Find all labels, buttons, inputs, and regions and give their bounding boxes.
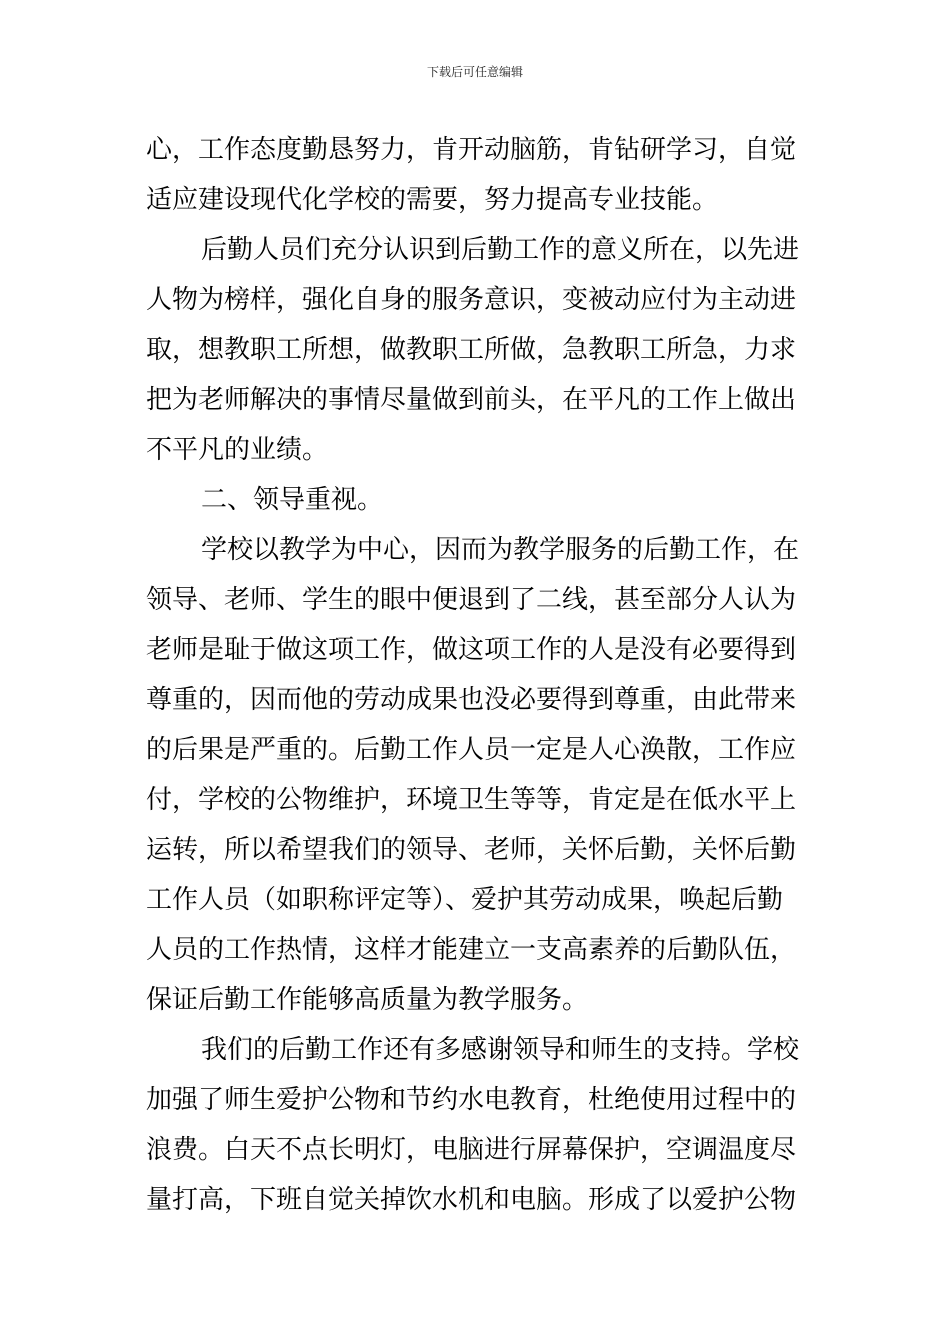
text-line: 保证后勤工作能够高质量为教学服务。 <box>146 985 589 1015</box>
text-line: 心，工作态度勤恳努力，肯开动脑筋，肯钻研学习，自觉 <box>146 135 797 165</box>
text-line: 加强了师生爱护公物和节约水电教育，杜绝使用过程中的 <box>146 1085 797 1115</box>
page-header: 下载后可任意编辑 <box>426 65 523 79</box>
text-line: 的后果是严重的。后勤工作人员一定是人心涣散，工作应 <box>146 735 797 765</box>
text-line: 工作人员（如职称评定等）、爱护其劳动成果，唤起后勤 <box>146 885 784 915</box>
text-line: 学校以教学为中心，因而为教学服务的后勤工作，在 <box>201 535 800 565</box>
text-line: 取，想教职工所想，做教职工所做，急教职工所急，力求 <box>146 335 797 365</box>
text-line: 人物为榜样，强化自身的服务意识，变被动应付为主动进 <box>146 285 797 315</box>
text-line: 二、领导重视。 <box>201 485 384 515</box>
text-line: 老师是耻于做这项工作，做这项工作的人是没有必要得到 <box>146 635 797 665</box>
text-line: 量打高，下班自觉关掉饮水机和电脑。形成了以爱护公物 <box>146 1185 797 1215</box>
body-text <box>146 125 810 1225</box>
text-line: 适应建设现代化学校的需要，努力提高专业技能。 <box>146 185 719 215</box>
text-line: 不平凡的业绩。 <box>146 435 329 465</box>
text-line: 尊重的，因而他的劳动成果也没必要得到尊重，由此带来 <box>146 685 797 715</box>
text-line: 我们的后勤工作还有多感谢领导和师生的支持。学校 <box>201 1035 800 1065</box>
text-line: 后勤人员们充分认识到后勤工作的意义所在，以先进 <box>201 235 800 265</box>
text-line: 把为老师解决的事情尽量做到前头，在平凡的工作上做出 <box>146 385 797 415</box>
text-line: 领导、老师、学生的眼中便退到了二线，甚至部分人认为 <box>146 585 797 615</box>
text-line: 运转，所以希望我们的领导、老师，关怀后勤，关怀后勤 <box>146 835 797 865</box>
text-line: 人员的工作热情，这样才能建立一支高素养的后勤队伍， <box>146 935 797 965</box>
text-line: 浪费。白天不点长明灯，电脑进行屏幕保护，空调温度尽 <box>146 1135 797 1165</box>
text-line: 付，学校的公物维护，环境卫生等等，肯定是在低水平上 <box>146 785 797 815</box>
